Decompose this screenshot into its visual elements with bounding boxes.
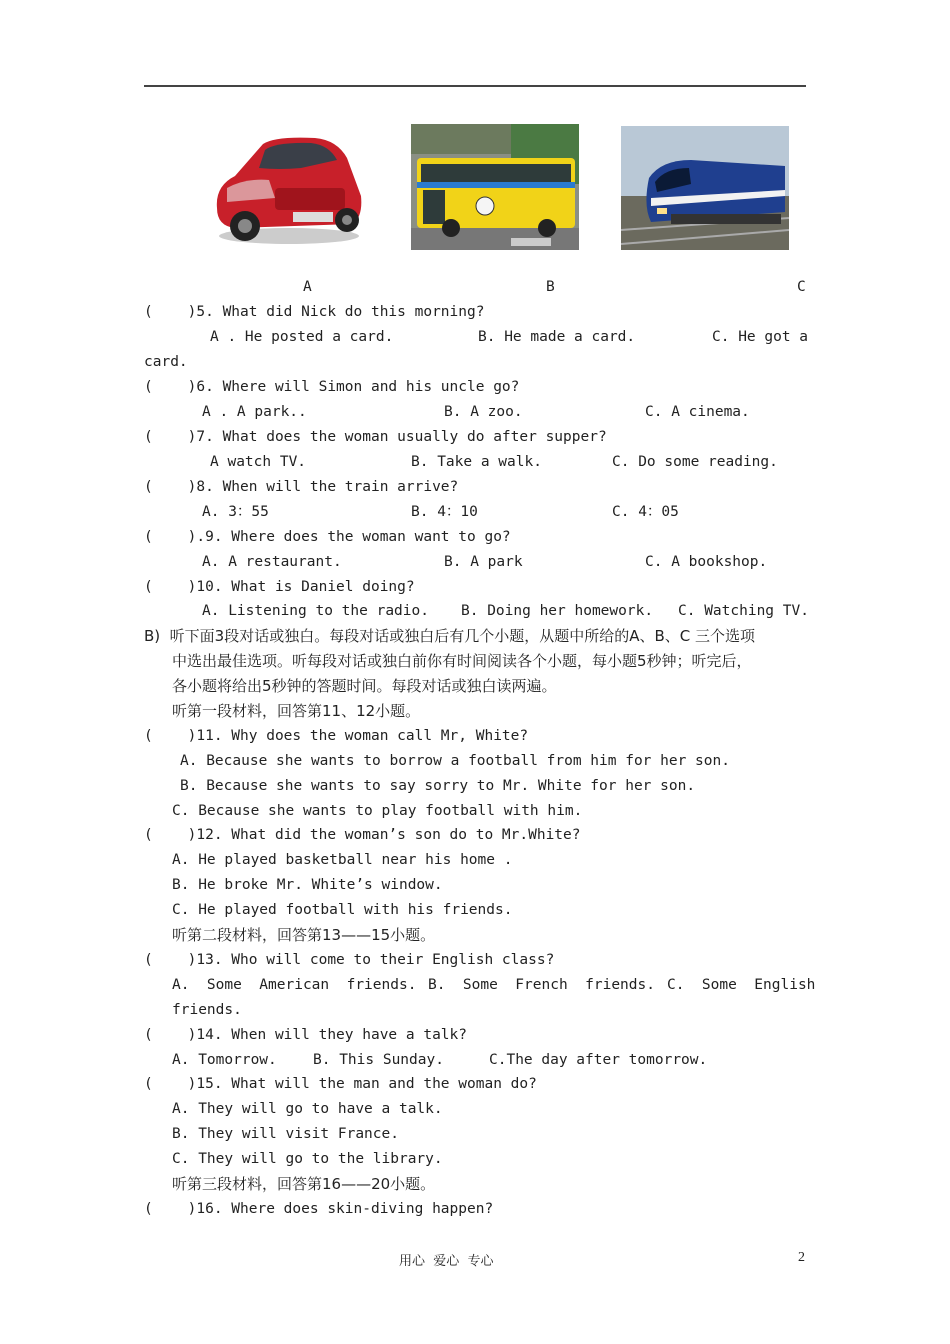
q15-option-c: C. They will go to the library. <box>172 1151 443 1167</box>
footer-motto: 用心 爱心 专心 <box>399 1254 494 1269</box>
picture-label-a: A <box>303 279 312 295</box>
q5-option-c: C. He got a <box>712 329 809 345</box>
q14-option-c: C.The day after tomorrow. <box>489 1052 708 1068</box>
question-14: ( )14. When will they have a talk? <box>144 1027 468 1043</box>
q13-option-c-cont: friends. <box>172 1002 242 1018</box>
q5-option-b: B. He made a card. <box>478 329 636 345</box>
part-2-heading: 听第二段材料，回答第13——15小题。 <box>172 926 436 944</box>
q6-option-c: C. A cinema. <box>645 404 750 420</box>
q9-option-a: A. A restaurant. <box>202 554 342 570</box>
bus-image <box>411 124 579 250</box>
header-rule <box>144 85 806 87</box>
q8-option-b: B. 4：10 <box>411 504 478 520</box>
train-image <box>621 126 789 250</box>
q10-option-c: C. Watching TV. <box>678 603 809 619</box>
q10-option-b: B. Doing her homework. <box>461 603 654 619</box>
q6-option-a: A . A park.. <box>202 404 307 420</box>
q11-option-a: A. Because she wants to borrow a football from him for her son. <box>180 753 730 769</box>
question-12: ( )12. What did the woman’s son do to Mr.White? <box>144 827 581 843</box>
train-icon <box>621 126 789 250</box>
section-b-instructions-2: 中选出最佳选项。听每段对话或独白前你有时间阅读各个小题，每小题5秒钟；听完后， <box>172 652 752 670</box>
bus-icon <box>411 124 579 250</box>
question-5: ( )5. What did Nick do this morning? <box>144 304 485 320</box>
question-16: ( )16. Where does skin-diving happen? <box>144 1201 494 1217</box>
page-number: 2 <box>798 1250 805 1265</box>
q5-option-c-cont: card. <box>144 354 188 370</box>
q9-option-b: B. A park <box>444 554 523 570</box>
q8-option-c: C. 4：05 <box>612 504 679 520</box>
q13-option-c: C. Some English <box>667 977 816 993</box>
question-15: ( )15. What will the man and the woman do? <box>144 1076 537 1092</box>
q11-option-c: C. Because she wants to play football with him. <box>172 803 583 819</box>
section-b-instructions-3: 各小题将给出5秒钟的答题时间。每段对话或独白读两遍。 <box>172 677 557 695</box>
part-3-heading: 听第三段材料，回答第16——20小题。 <box>172 1175 436 1193</box>
question-9: ( ).9. Where does the woman want to go? <box>144 529 511 545</box>
section-b-instructions-1: B) 听下面3段对话或独白。每段对话或独白后有几个小题，从题中所给的A、B、C 三个选项 <box>144 627 756 645</box>
q7-option-a: A watch TV. <box>210 454 307 470</box>
car-icon <box>205 128 365 248</box>
q15-option-b: B. They will visit France. <box>172 1126 399 1142</box>
q5-option-a: A . He posted a card. <box>210 329 394 345</box>
picture-label-c: C <box>797 279 806 295</box>
part-1-heading: 听第一段材料，回答第11、12小题。 <box>172 702 421 720</box>
car-image <box>205 128 365 248</box>
question-10: ( )10. What is Daniel doing? <box>144 579 415 595</box>
q12-option-a: A. He played basketball near his home . <box>172 852 513 868</box>
q14-option-a: A. Tomorrow. <box>172 1052 277 1068</box>
q11-option-b: B. Because she wants to say sorry to Mr. White for her son. <box>180 778 696 794</box>
question-7: ( )7. What does the woman usually do after supper? <box>144 429 607 445</box>
q15-option-a: A. They will go to have a talk. <box>172 1101 443 1117</box>
question-6: ( )6. Where will Simon and his uncle go? <box>144 379 520 395</box>
question-8: ( )8. When will the train arrive? <box>144 479 459 495</box>
q8-option-a: A. 3：55 <box>202 504 269 520</box>
q14-option-b: B. This Sunday. <box>313 1052 444 1068</box>
q10-option-a: A. Listening to the radio. <box>202 603 429 619</box>
question-13: ( )13. Who will come to their English class? <box>144 952 555 968</box>
q12-option-c: C. He played football with his friends. <box>172 902 513 918</box>
q7-option-c: C. Do some reading. <box>612 454 778 470</box>
picture-label-b: B <box>546 279 555 295</box>
q13-option-a: A. Some American friends. <box>172 977 417 993</box>
q12-option-b: B. He broke Mr. White’s window. <box>172 877 443 893</box>
question-11: ( )11. Why does the woman call Mr, White? <box>144 728 529 744</box>
q7-option-b: B. Take a walk. <box>411 454 542 470</box>
q13-option-b: B. Some French friends. <box>428 977 655 993</box>
q6-option-b: B. A zoo. <box>444 404 523 420</box>
q9-option-c: C. A bookshop. <box>645 554 768 570</box>
